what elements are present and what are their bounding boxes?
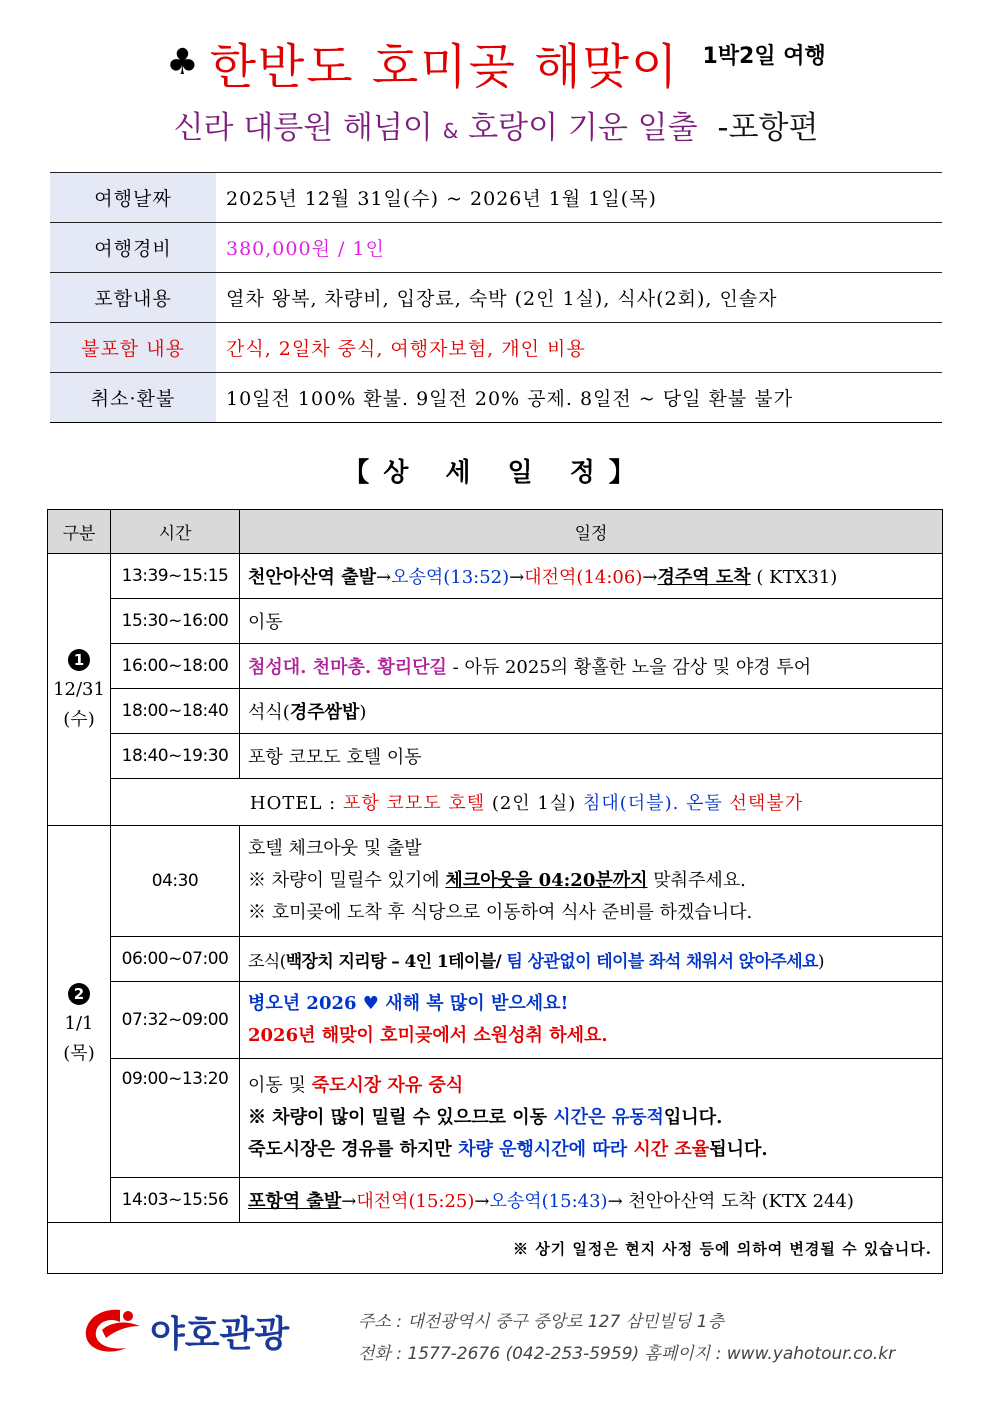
day2-cell — [48, 826, 111, 1223]
info-value: 10일전 100% 환불. 9일전 20% 공제. 8일전 ~ 당일 환불 불가 — [216, 373, 942, 423]
plan-text: 됩니다. — [709, 1139, 768, 1160]
plan-text: 첨성대. 천마총. 황리단길 — [248, 657, 447, 678]
arrow-icon: → — [509, 567, 525, 588]
info-row-include — [50, 273, 942, 323]
time-cell: 07:32~09:00 — [111, 982, 240, 1059]
plan-text-line — [248, 988, 934, 1020]
hotel-text: 침대(더블). 온돌 — [583, 793, 730, 814]
plan-cell — [240, 644, 943, 689]
time-cell: 18:00~18:40 — [111, 689, 240, 734]
col-time-header: 시간 — [111, 510, 240, 554]
info-label: 포함내용 — [50, 273, 216, 323]
subtitle-part2: 호랑이 기운 일출 — [468, 110, 698, 146]
plan-cell — [240, 1059, 943, 1178]
company-address: 주소 : 대전광역시 중구 중앙로 127 삼민빌딩 1층 — [358, 1312, 724, 1332]
table-row — [48, 1178, 943, 1223]
plan-text: 오송역(15:43) — [489, 1191, 608, 1212]
plan-text-line — [248, 1134, 934, 1166]
schedule-table — [47, 509, 943, 1274]
plan-text: 차량 운행시간에 따라 — [458, 1139, 634, 1160]
info-label: 여행경비 — [50, 223, 216, 273]
info-label: 불포함 내용 — [50, 323, 216, 373]
time-cell: 15:30~16:00 — [111, 599, 240, 644]
club-icon: ♣ — [166, 42, 199, 83]
hotel-text: 선택불가 — [729, 793, 804, 814]
plan-text: 팀 상관없이 테이블 좌석 채워서 앉아주세요 — [501, 951, 818, 972]
plan-cell — [240, 689, 943, 734]
table-row — [48, 937, 943, 982]
day-date: 12/31 — [53, 678, 105, 700]
plan-text: 2026년 해맞이 호미곶에서 소원성취 하세요. — [248, 1025, 608, 1046]
table-row — [48, 982, 943, 1059]
day-date: 1/1 — [64, 1013, 94, 1034]
plan-text: 대전역(15:25) — [356, 1191, 475, 1212]
plan-text: 경주쌈밥 — [289, 702, 360, 723]
plan-cell — [240, 554, 943, 599]
table-row — [48, 734, 943, 779]
subtitle-amp: & — [442, 119, 459, 143]
logo-text: 야호관광 — [150, 1314, 290, 1355]
plan-text: 포항역 출발 — [248, 1191, 342, 1212]
plan-text-line — [248, 1070, 934, 1102]
plan-text: 이동 및 — [248, 1075, 312, 1096]
logo-mark-icon — [80, 1300, 360, 1360]
arrow-icon: → — [607, 1191, 623, 1212]
info-row-refund — [50, 373, 942, 423]
arrow-icon: → — [474, 1191, 490, 1212]
hotel-text: HOTEL : — [249, 793, 343, 814]
plan-text: 백장치 지리탕 – 4인 1테이블/ — [285, 951, 502, 972]
page-title: 한반도 호미곶 해맞이 — [209, 39, 680, 95]
time-cell: 04:30 — [111, 826, 240, 937]
day-weekday: (수) — [63, 708, 95, 730]
info-value: 380,000원 / 1인 — [216, 223, 942, 273]
plan-text: 맞춰주세요. — [647, 870, 746, 891]
hotel-cell — [111, 779, 943, 826]
plan-cell: 포항 코모도 호텔 이동 — [240, 734, 943, 779]
plan-text: 천안아산역 도착 (KTX 244) — [622, 1191, 854, 1212]
plan-cell: 이동 — [240, 599, 943, 644]
day1-cell — [48, 554, 111, 826]
plan-cell — [240, 982, 943, 1059]
plan-cell — [240, 937, 943, 982]
time-cell: 09:00~13:20 — [111, 1059, 240, 1178]
plan-text: 새해 복 많이 받으세요! — [378, 993, 569, 1014]
title-row — [0, 28, 992, 97]
plan-text: - 아듀 2025의 황홀한 노을 감상 및 야경 투어 — [446, 657, 812, 678]
day-weekday: (목) — [63, 1043, 95, 1064]
table-row — [48, 1059, 943, 1178]
time-cell: 14:03~15:56 — [111, 1178, 240, 1223]
plan-text: 오송역(13:52) — [391, 567, 510, 588]
company-contact — [358, 1306, 895, 1370]
plan-text: 천안아산역 출발 — [248, 567, 376, 588]
table-row — [48, 644, 943, 689]
subtitle-part1: 신라 대릉원 해넘이 — [173, 110, 433, 146]
plan-text: 호텔 체크아웃 및 출발 — [248, 838, 422, 859]
time-cell: 13:39~15:15 — [111, 554, 240, 599]
plan-text-line — [248, 865, 934, 897]
plan-text: 조식( — [248, 951, 286, 972]
hotel-row — [48, 779, 943, 826]
plan-text: 체크아웃을 04:20분까지 — [445, 870, 648, 891]
table-row — [48, 599, 943, 644]
plan-text: 시간 조율 — [633, 1139, 710, 1160]
trip-info-table — [50, 172, 942, 423]
heart-icon: ♥ — [362, 993, 379, 1014]
info-label: 취소·환불 — [50, 373, 216, 423]
company-logo — [80, 1300, 360, 1360]
arrow-icon: → — [341, 1191, 357, 1212]
plan-text: ) — [359, 702, 367, 723]
plan-cell — [240, 1178, 943, 1223]
plan-text: ※ 차량이 많이 밀릴 수 있으므로 이동 — [248, 1107, 554, 1128]
plan-text: 입니다. — [663, 1107, 723, 1128]
company-phone-web: 전화 : 1577-2676 (042-253-5959) 홈페이지 : www.yahotour.co.kr — [358, 1344, 896, 1364]
plan-text: 석식( — [248, 702, 290, 723]
info-value: 2025년 12월 31일(수) ~ 2026년 1월 1일(목) — [216, 173, 942, 223]
plan-text: ※ 차량이 밀릴수 있기에 — [248, 870, 446, 891]
arrow-icon: → — [375, 567, 392, 588]
info-row-date — [50, 173, 942, 223]
plan-text: ) — [817, 951, 824, 972]
plan-text: ( KTX31) — [750, 567, 838, 588]
plan-text: 대전역(14:06) — [524, 567, 643, 588]
subtitle-tail: -포항편 — [717, 110, 819, 146]
page-subtitle — [0, 102, 992, 147]
info-row-cost — [50, 223, 942, 273]
plan-text: 병오년 2026 — [248, 993, 363, 1014]
info-row-exclude — [50, 323, 942, 373]
table-row — [48, 689, 943, 734]
table-row — [48, 826, 943, 937]
plan-text: 경주역 도착 — [657, 567, 751, 588]
plan-text: 죽도시장은 경유를 하지만 — [248, 1139, 459, 1160]
time-cell: 16:00~18:00 — [111, 644, 240, 689]
info-value: 간식, 2일차 중식, 여행자보험, 개인 비용 — [216, 323, 942, 373]
arrow-icon: → — [642, 567, 658, 588]
hotel-text: (2인 1실) — [485, 793, 583, 814]
day-number-badge: 1 — [68, 649, 90, 671]
plan-text: 죽도시장 자유 중식 — [311, 1075, 464, 1096]
col-plan-header: 일정 — [240, 510, 943, 554]
schedule-header-row — [48, 510, 943, 554]
note-row — [48, 1223, 943, 1274]
day-number-badge: 2 — [68, 983, 90, 1005]
hotel-text: 포항 코모도 호텔 — [342, 793, 486, 814]
plan-text: ※ 호미곶에 도착 후 식당으로 이동하여 식사 준비를 하겠습니다. — [248, 902, 753, 923]
trip-duration: 1박2일 여행 — [702, 44, 826, 69]
plan-cell — [240, 826, 943, 937]
plan-text-line — [248, 1102, 934, 1134]
info-value: 열차 왕복, 차량비, 입장료, 숙박 (2인 1실), 식사(2회), 인솔자 — [216, 273, 942, 323]
col-day-header: 구분 — [48, 510, 111, 554]
schedule-title: 【상 세 일 정】 — [343, 458, 649, 488]
time-cell: 06:00~07:00 — [111, 937, 240, 982]
info-label: 여행날짜 — [50, 173, 216, 223]
table-row — [48, 554, 943, 599]
plan-text: 시간은 유동적 — [553, 1107, 664, 1128]
schedule-note: ※ 상기 일정은 현지 사정 등에 의하여 변경될 수 있습니다. — [48, 1223, 943, 1274]
time-cell: 18:40~19:30 — [111, 734, 240, 779]
